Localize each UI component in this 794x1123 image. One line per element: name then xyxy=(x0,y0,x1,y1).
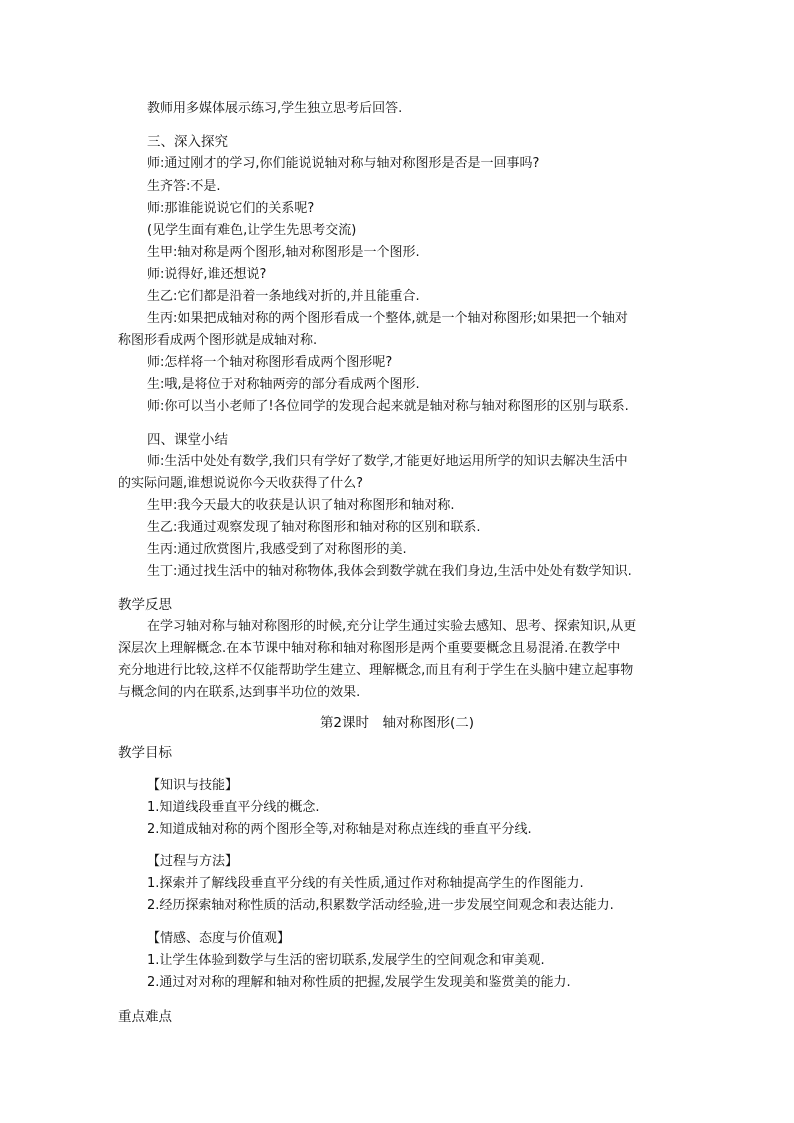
objective-item: 1.知道线段垂直平分线的概念. xyxy=(147,800,320,815)
objective-item: 2.通过对对称的理解和轴对称性质的把握,发展学生发现美和鉴赏美的能力. xyxy=(147,975,571,990)
dialogue-line: 生甲:轴对称是两个图形,轴对称图形是一个图形. xyxy=(147,245,420,260)
section3-title: 三、深入探究 xyxy=(147,134,228,150)
knowledge-heading: 【知识与技能】 xyxy=(147,778,239,793)
objective-item: 1.探索并了解线段垂直平分线的有关性质,通过作对称轴提高学生的作图能力. xyxy=(147,876,584,891)
intro-text: 教师用多媒体展示练习,学生独立思考后回答. xyxy=(147,101,403,116)
key-points-title: 重点难点 xyxy=(118,1009,172,1025)
summary-line: 师:生活中处处有数学,我们只有学好了数学,才能更好地运用所学的知识去解决生活中 xyxy=(147,454,628,469)
objective-item: 2.经历探索轴对称性质的活动,积累数学活动经验,进一步发展空间观念和表达能力. xyxy=(147,898,614,913)
lesson-title: 第2课时 轴对称图形(二) xyxy=(319,715,475,731)
emotion-heading: 【情感、态度与价值观】 xyxy=(147,931,291,946)
dialogue-line: 师:怎样将一个轴对称图形看成两个图形呢? xyxy=(147,355,393,370)
reflection-line: 在学习轴对称与轴对称图形的时候,充分让学生通过实验去感知、思考、探索知识,从更 xyxy=(147,619,637,634)
dialogue-line: 师:通过刚才的学习,你们能说说轴对称与轴对称图形是否是一回事吗? xyxy=(147,156,540,171)
reflection-line: 深层次上理解概念.在本节课中轴对称和轴对称图形是两个重要要概念且易混淆.在教学中 xyxy=(118,641,621,656)
reflection-line: 与概念间的内在联系,达到事半功位的效果. xyxy=(118,685,361,700)
dialogue-line: 师:那谁能说说它们的关系呢? xyxy=(147,201,315,216)
dialogue-line: (见学生面有难色,让学生先思考交流) xyxy=(147,223,357,238)
dialogue-line: 师:说得好,谁还想说? xyxy=(147,267,267,282)
objectives-title: 教学目标 xyxy=(118,745,172,761)
process-heading: 【过程与方法】 xyxy=(147,854,239,869)
dialogue-line: 生乙:它们都是沿着一条地线对折的,并且能重合. xyxy=(147,289,420,304)
summary-line: 生丁:通过找生活中的轴对称物体,我体会到数学就在我们身边,生活中处处有数学知识. xyxy=(147,564,632,579)
dialogue-line: 生丙:如果把成轴对称的两个图形看成一个整体,就是一个轴对称图形;如果把一个轴对 xyxy=(147,311,628,326)
reflection-title: 教学反思 xyxy=(118,597,172,613)
summary-line: 生乙:我通过观察发现了轴对称图形和轴对称的区别和联系. xyxy=(147,520,481,535)
objective-item: 1.让学生体验到数学与生活的密切联系,发展学生的空间观念和审美观. xyxy=(147,953,545,968)
dialogue-line: 称图形看成两个图形就是成轴对称. xyxy=(118,333,318,348)
objective-item: 2.知道成轴对称的两个图形全等,对称轴是对称点连线的垂直平分线. xyxy=(147,822,532,837)
dialogue-line: 生:哦,是将位于对称轴两旁的部分看成两个图形. xyxy=(147,377,420,392)
summary-line: 生丙:通过欣赏图片,我感受到了对称图形的美. xyxy=(147,542,407,557)
section4-title: 四、课堂小结 xyxy=(147,432,228,448)
reflection-line: 充分地进行比较,这样不仅能帮助学生建立、理解概念,而且有利于学生在头脑中建立起事物 xyxy=(118,663,634,678)
summary-line: 生甲:我今天最大的收获是认识了轴对称图形和轴对称. xyxy=(147,498,455,513)
dialogue-line: 生齐答:不是. xyxy=(147,179,221,194)
summary-line: 的实际问题,谁想说说你今天收获得了什么? xyxy=(118,476,364,491)
dialogue-line: 师:你可以当小老师了!各位同学的发现合起来就是轴对称与轴对称图形的区别与联系. xyxy=(147,399,629,414)
